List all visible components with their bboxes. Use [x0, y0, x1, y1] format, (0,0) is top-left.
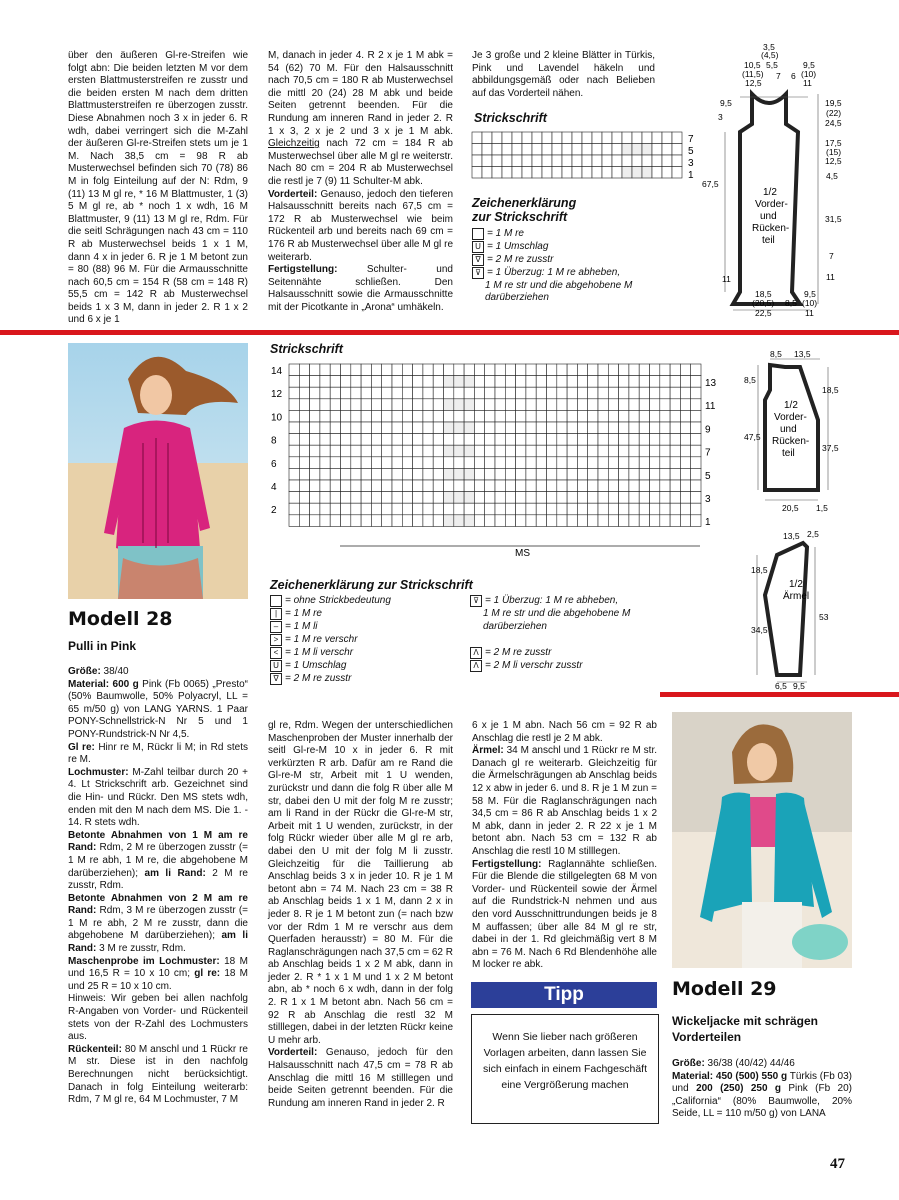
- svg-text:und: und: [760, 211, 777, 222]
- svg-text:Ärmel: Ärmel: [783, 591, 810, 602]
- row-label: 13: [705, 378, 717, 389]
- svg-text:(4,5): (4,5): [761, 50, 779, 60]
- svg-text:9,5: 9,5: [793, 681, 805, 690]
- svg-text:7: 7: [829, 251, 834, 261]
- top-col3-text: Je 3 große und 2 kleine Blätter in Türkis, Pink und Lavendel häkeln und abbildungsgemäß oder nach Belieben auf das Vorderteil nähen.: [472, 50, 655, 99]
- row-label-1: 1: [688, 170, 694, 181]
- section-divider: [0, 330, 899, 335]
- legend-item: = ohne Strickbedeutung: [270, 595, 470, 607]
- svg-text:5,5: 5,5: [766, 60, 778, 70]
- top-col2-text: M, danach in jeder 4. R 2 x je 1 M abk = 54 (62) 70 M. Für den Halsausschnitt nach 70,5 cm = 180 R ab Musterwechsel die mittl 20 (24) 28 M abk und beide Seiten getrennt beenden. Für die Rundung am inneren Rand in jeder 2. R 1 x 3, 2 x je 2 und 3 x je 1 M abk.: [268, 50, 453, 137]
- svg-text:teil: teil: [762, 235, 775, 246]
- row-label: 4: [271, 482, 277, 493]
- legend-item: ∇ = 2 M re zusstr: [472, 254, 672, 266]
- top-schematic-body: [700, 42, 870, 322]
- svg-text:4,5: 4,5: [826, 171, 838, 181]
- m28-legend: [270, 578, 690, 686]
- gleichzeitig-label: Gleichzeitig: [268, 138, 320, 150]
- svg-text:24,5: 24,5: [825, 118, 842, 128]
- m28-chart-title: Strickschrift: [270, 342, 343, 356]
- svg-text:20,5: 20,5: [782, 503, 799, 513]
- svg-text:18,5: 18,5: [755, 289, 772, 299]
- tipp-header: Tipp: [471, 982, 657, 1008]
- vorderteil-text: Genauso, jedoch den tieferen Halsausschnitt bereits nach 67,5 cm = 172 R ab Musterwechsel wie beim Rückenteil arb und bereits nach 69 cm = 176 R ab Musterwechsel über alle M gl re weiterarb.: [268, 188, 453, 263]
- svg-text:8,5: 8,5: [744, 375, 756, 385]
- legend-item: Λ = 2 M li verschr zusstr: [470, 660, 685, 672]
- svg-text:9,5: 9,5: [804, 289, 816, 299]
- row-label: 14: [271, 366, 283, 377]
- svg-text:Rücken-: Rücken-: [752, 223, 790, 234]
- row-label: 2: [271, 505, 277, 517]
- row-label: 9: [705, 424, 711, 436]
- model-29-details: Größe: 36/38 (40/42) 44/46 Material: 450 (500) 550 g Türkis (Fb 03) und 200 (250) 250 g Pink (Fb 20) „California“ (80% Baumwolle, 20% Seide, LL = 110 m/50 g) von LANA: [672, 1058, 852, 1120]
- bottom-col2-text: gl re, Rdm. Wegen der unterschiedlichen Maschenproben der Muster innerhalb der seitl Gl-re-M 10 x in jeder 6. R mit verkürzten R arb. Dafür am re Rand die Gl-re-M str, Arbeit mit 1 U wenden, zurückstr und dann die folg R über alle M str, dabei den U mit der folg M re zusstr; am li Rand in der Rückr die Gl-re-M str, Arbeit mit 1 U wenden, zurückstr, in der folg Rückr wieder über alle M gl re arb, dabei den U mit der folg M li zusstr. Gleichzeitig für die Taillierung ab Anschlag beids 3 x in jeder 10. R je 1 M betont abn = 74 M. Nach 23 cm = 38 R ab Anschlag beids 1 x 1 M, dann 2 x in jeder 8. R je 1 M betont zun (= nach bzw vor der Rdm 1 M re verschr aus dem Querfaden herausstr) = 80 M. Für die Raglanschrägungen nach 37,5 cm = 62 R ab Anschlag beids 1 x 2 M abk, dann in jeder 2. R * 1 x 1 M und 1 x 2 M betont abn, ab * noch 6 x wdh, dann in der folg 2. R 1 x 1 M betont abn. Nach 56 cm = 92 R ab Anschlag die restl 32 M stilllegen, dabei in der letzten Rückr keine U mehr arb.: [268, 720, 453, 1046]
- m28-strickschrift-chart: [265, 360, 725, 560]
- m28-schematic-body: [740, 345, 840, 515]
- m28-legend-title: Zeichenerklärung zur Strickschrift: [270, 578, 473, 592]
- svg-text:Rücken-: Rücken-: [772, 436, 810, 447]
- section-divider-right: [660, 692, 899, 697]
- svg-text:11: 11: [805, 308, 814, 318]
- legend-item: U = 1 Umschlag: [472, 241, 672, 253]
- top-legend-title-2: zur Strickschrift: [472, 210, 568, 224]
- svg-text:47,5: 47,5: [744, 432, 761, 442]
- page-number: 47: [830, 1156, 845, 1172]
- bottom-column-1: Größe: 38/40 Material: 600 g Pink (Fb 0065) „Presto“ (50% Baumwolle, 50% Polyacryl, LL = 65 m/50 g) von LANG YARNS. 1 Paar PONY-Schnellstrick-N Nr 5 und 1 PONY-Rundstrick-N Nr 4,5. Gl re: Hinr re M, Rückr li M; in Rd stets re M. Lochmuster: M-Zahl teilbar durch 20 + 4. Lt Strickschrift arb. Gezeichnet sind die Hin- und Rückr. Den MS stets wdh, enden mit den M nach dem MS. Die 1. - 14. R stets wdh. Betonte Abnahmen von 1 M am re Rand: Rdm, 2 M re überzogen zusstr (= 1 M re abh, 1 M re, die abgehobene M darüberziehen); am li Rand: 2 M re zusstr, Rdm. Betonte Abnahmen von 2 M am re Rand: Rdm, 3 M re überzogen zusstr (= 1 M re abh, 2 M re zusstr, dann die abgehobene M darüberziehen); am li Rand: 3 M re zusstr, Rdm. Maschenprobe im Lochmuster: 18 M und 16,5 R = 10 x 10 cm; gl re: 18 M und 25 R = 10 x 10 cm. Hinweis: Wir geben bei allen nachfolg R-Angaben von Vorder- und Rückenteil stets von der R-Zahl des Lochmusters aus. Rückenteil: 80 M anschl und 1 Rückr re M str. Diese ist in den nachfolg Berechnungen nicht berücksichtigt. Danach in folg Einteilung weiterarb: Rdm, 7 M gl re, 64 M Lochmuster, 7 M: [68, 666, 248, 1106]
- legend-item: ⊽ = 1 Überzug: 1 M re abheben,: [472, 267, 672, 279]
- legend-item: < = 1 M li verschr: [270, 647, 470, 659]
- svg-text:12,5: 12,5: [745, 78, 762, 88]
- top-column-1: [68, 50, 248, 327]
- svg-text:(10): (10): [801, 69, 817, 79]
- svg-text:(10): (10): [802, 298, 818, 308]
- row-label: 8: [271, 435, 277, 447]
- svg-text:3: 3: [718, 112, 723, 122]
- svg-text:und: und: [780, 424, 797, 435]
- svg-text:(15): (15): [826, 147, 842, 157]
- top-strickschrift-chart: [470, 130, 700, 190]
- svg-text:7: 7: [776, 71, 781, 81]
- legend-item: U = 1 Umschlag: [270, 660, 470, 672]
- svg-text:6,5: 6,5: [775, 681, 787, 690]
- svg-text:17,5: 17,5: [825, 138, 842, 148]
- fertigstellung-label: Fertigstellung:: [268, 264, 338, 276]
- bottom-column-2: gl re, Rdm. Wegen der unterschiedlichen Maschenproben der Muster innerhalb der seitl Gl-re-M 10 x in jeder 6. R mit verkürzten R arb. Dafür am re Rand die Gl-re-M str, Arbeit mit 1 U wenden, zurückstr und dann die folg R über alle M str, dabei den U mit der folg M re zusstr; am li Rand in der Rückr die Gl-re-M str, Arbeit mit 1 U wenden, zurückstr, in der folg Rückr wieder über alle M gl re arb, dabei den U mit der folg M li zusstr. Gleichzeitig für die Taillierung ab Anschlag beids 3 x in jeder 10. R je 1 M betont abn = 74 M. Nach 23 cm = 38 R ab Anschlag beids 1 x 1 M, dann 2 x in jeder 8. R je 1 M betont zun (= nach bzw vor der Rdm 1 M re verschr aus dem Querfaden herausstr) = 80 M. Für die Raglanschrägungen nach 37,5 cm = 62 R ab Anschlag beids 1 x 2 M abk, dann in jeder 2. R * 1 x 1 M und 1 x 2 M betont abn, ab * noch 6 x wdh, dann in der folg 2. R 1 x 1 M betont abn. Nach 56 cm = 92 R ab Anschlag die restl 32 M stilllegen, dabei in der letzten Rückr keine U mehr arb. Vorderteil: Genauso, jedoch für den Halsausschnitt nach 47,5 cm = 78 R ab Anschlag die mittl 16 M stilllegen und beide Seiten getrennt beenden. Für die Rundung am inneren Rand in jeder 2. R: [268, 720, 453, 1109]
- svg-text:1/2: 1/2: [789, 579, 803, 590]
- svg-text:(20,5): (20,5): [752, 298, 775, 308]
- aermel-label: Ärmel:: [472, 745, 504, 757]
- row-label: 11: [705, 401, 716, 413]
- top-column-2: [268, 50, 453, 314]
- model-28-subtitle: Pulli in Pink: [68, 639, 137, 653]
- row-label: 7: [705, 447, 711, 459]
- svg-text:1,5: 1,5: [816, 503, 828, 513]
- row-label: 12: [271, 389, 283, 401]
- top-col2-text-b: nach 72 cm = 184 R ab Musterwechsel über alle M gl re weiterstr. Nach 80 cm = 204 R ab Musterwechsel die restl je 7 (9) 11 Schulter-M abk.: [268, 138, 453, 187]
- row-label: 10: [271, 412, 283, 424]
- svg-text:3,5: 3,5: [763, 42, 775, 52]
- row-label-5: 5: [688, 146, 694, 157]
- vorderteil-label: Vorderteil:: [268, 188, 318, 200]
- m28-schematic-sleeve: [745, 525, 845, 690]
- model-28-photo: [68, 343, 248, 599]
- svg-text:2,5: 2,5: [807, 529, 819, 539]
- ms-label: MS: [515, 548, 530, 559]
- svg-text:Vorder-: Vorder-: [774, 412, 807, 423]
- row-label-3: 3: [688, 158, 694, 169]
- row-label-7: 7: [688, 134, 694, 145]
- svg-text:12,5: 12,5: [825, 156, 842, 166]
- svg-text:11: 11: [722, 274, 731, 284]
- top-legend: [472, 196, 672, 305]
- svg-text:(11,5): (11,5): [742, 69, 764, 79]
- svg-text:11: 11: [826, 272, 835, 282]
- row-label: 6: [271, 458, 277, 470]
- svg-text:11: 11: [803, 78, 812, 88]
- legend-item-cont: darüberziehen: [483, 621, 547, 632]
- top-column-3: [472, 50, 655, 100]
- svg-text:9,5: 9,5: [720, 98, 732, 108]
- tipp-text: Wenn Sie lieber nach größeren Vorlagen arbeiten, dann lassen Sie sich einfach in einem Fachgeschäft eine Vergrößerung machen: [482, 1031, 647, 1091]
- legend-item: ∇ = 2 M re zusstr: [270, 673, 470, 685]
- model-29-title: Modell 29: [672, 978, 777, 1000]
- legend-item: | = 1 M re: [270, 608, 470, 620]
- svg-text:6: 6: [791, 71, 796, 81]
- legend-item-cont: 1 M re str und die abgehobene M: [483, 608, 631, 619]
- svg-text:37,5: 37,5: [822, 443, 839, 453]
- svg-text:1/2: 1/2: [763, 187, 777, 198]
- legend-item: Λ = 2 M re zusstr: [470, 647, 685, 659]
- svg-text:1/2: 1/2: [784, 400, 798, 411]
- row-label: 1: [705, 517, 711, 529]
- tipp-box: [471, 1014, 659, 1124]
- svg-text:8,5: 8,5: [770, 349, 782, 359]
- svg-text:34,5: 34,5: [751, 625, 768, 635]
- svg-text:31,5: 31,5: [825, 214, 842, 224]
- svg-text:22,5: 22,5: [755, 308, 772, 318]
- model-29-subtitle: Wickeljacke mit schrägen Vorderteilen: [672, 1014, 818, 1044]
- svg-text:(22): (22): [826, 108, 842, 118]
- top-chart-title: Strickschrift: [474, 111, 547, 125]
- svg-text:9,5: 9,5: [803, 60, 815, 70]
- svg-text:Vorder-: Vorder-: [755, 199, 788, 210]
- row-label: 5: [705, 470, 711, 482]
- top-col1-text: über den äußeren Gl-re-Streifen wie folgt abn: Die beiden letzten M vor dem ersten Blattmusterstreifen re zusstr und die beiden ersten M nach dem dritten Blattmusterstreifen re überzogen zusstr. Diese Abnahmen noch 3 x in jeder 6. R wdh, dabei verringert sich die M-Zahl der äußeren Gl-re-Streifen stets um je 1 M. Nach 38,5 cm = 98 R ab Musterwechsel befinden sich 70 (78) 86 M in folg Einteilung auf der N: Rdm, 9 (11) 13 M gl re, * 16 M Blattmuster, 1 (3) 5 M gl re, ab * noch 1 x wdh, 16 M Blattmuster, 9 (11) 13 M gl re, Rdm. Für die seitl Schrägungen nach 43 cm = 110 R ab Musterwechsel beids 1 x 1 M, dann 4 x in jeder 6. R je 1 M betont zun = 80 (88) 96 M. Für die Armausschnitte nach 60,5 cm = 154 R (58 cm = 148 R) 55,5 cm = 142 R ab Musterwechsel beids 1 x 3 M, dann in jeder 2. R 1 x 2 und 6 x je 1: [68, 50, 248, 326]
- legend-item-cont: 1 M re str und die abgehobene M darüberziehen: [485, 280, 633, 303]
- svg-text:13,5: 13,5: [794, 349, 811, 359]
- svg-text:teil: teil: [782, 448, 795, 459]
- fertigstellung-text: Schulter- und Seitennähte schließen. Den Halsausschnitt sowie die Armausschnitte mit der Picotkante in „Arona“ umhäkeln.: [268, 264, 453, 313]
- model-28-title: Modell 28: [68, 608, 173, 630]
- svg-text:18,5: 18,5: [822, 385, 839, 395]
- svg-text:53: 53: [819, 612, 829, 622]
- fertigstellung-label: Fertigstellung:: [472, 858, 542, 870]
- bottom-column-3: 6 x je 1 M abn. Nach 56 cm = 92 R ab Anschlag die restl je 2 M abk. Ärmel: 34 M anschl und 1 Rückr re M str. Danach gl re weiterarb. Gleichzeitig für die Ärmelschrägungen ab Anschlag beids 12 x abw in jeder 6. und 8. R je 1 M zun = 58 M. Für die Raglanschrägungen nach 34,5 cm = 86 R ab Anschlag beids 1 x 2 M abk, dann in jeder 2. R 22 x je 1 M betont abn. Nach 53 cm = 132 R ab Anschlag die restl 10 M stilllegen. Fertigstellung: Raglannähte schließen. Für die Blende die stillgelegten 68 M von Vorder- und Rückenteil sowie der Ärmel auf die Rundstrick-N nehmen und aus den vord Ausschnittrundungen beids je 8 M auffassen; über alle 84 M gl re str, dabei in der 1. Rd gleichmäßig vert 8 M abn = 76 M. Nach 6 Rd Blendenhöhe alle M locker re abk.: [472, 720, 657, 971]
- legend-item: > = 1 M re verschr: [270, 634, 470, 646]
- vorderteil-label: Vorderteil:: [268, 1047, 318, 1059]
- svg-text:10,5: 10,5: [744, 60, 761, 70]
- svg-text:18,5: 18,5: [751, 565, 768, 575]
- legend-item: = 1 M re: [472, 228, 672, 240]
- top-legend-title-1: Zeichenerklärung: [472, 196, 577, 210]
- svg-text:67,5: 67,5: [702, 179, 719, 189]
- legend-item: ⊽ = 1 Überzug: 1 M re abheben,: [470, 595, 685, 607]
- svg-text:13,5: 13,5: [783, 531, 800, 541]
- svg-text:19,5: 19,5: [825, 98, 842, 108]
- svg-text:8,5: 8,5: [785, 298, 797, 308]
- legend-item: – = 1 M li: [270, 621, 470, 633]
- model-29-photo: [672, 712, 852, 968]
- row-label: 3: [705, 494, 711, 505]
